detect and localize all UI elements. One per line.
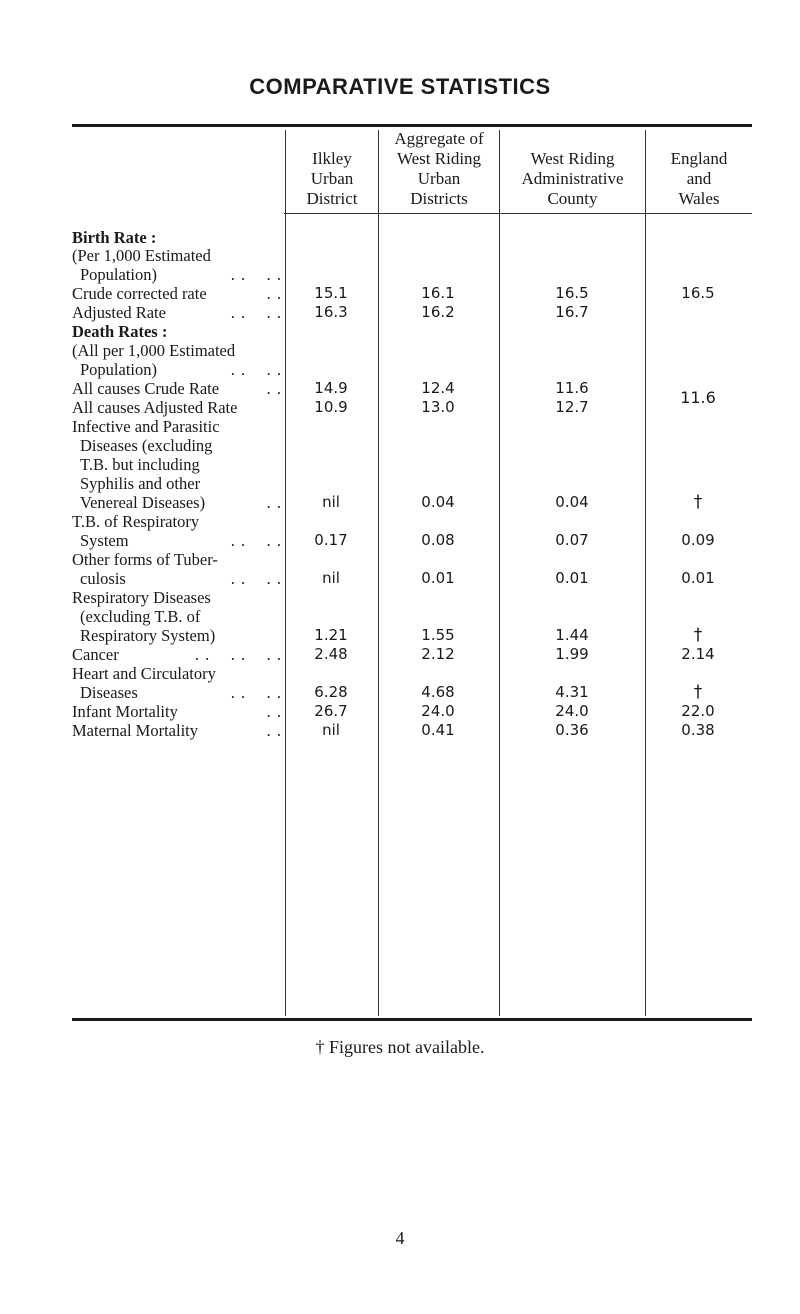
row-label-cancer: Cancer . . . . . . <box>72 645 282 664</box>
cell-cancer-west-riding: 1.99 <box>555 645 589 663</box>
cell-heart-england: † <box>693 682 703 702</box>
column-header-aggregate: Aggregate of West Riding Urban Districts <box>394 129 484 208</box>
row-label-crude-corrected: Crude corrected rate . . <box>72 284 282 303</box>
cell-crude-corrected-ilkley: 15.1 <box>314 284 348 302</box>
row-label-heart-1: Heart and Circulatory <box>72 664 216 683</box>
cell-adjusted-aggregate: 16.2 <box>421 303 455 321</box>
cell-infant-ilkley: 26.7 <box>314 702 348 720</box>
cell-crude-corrected-west-riding: 16.5 <box>555 284 589 302</box>
cell-resp-west-riding: 1.44 <box>555 626 589 644</box>
page-title: COMPARATIVE STATISTICS <box>249 74 551 99</box>
cell-tb-resp-ilkley: 0.17 <box>314 531 348 549</box>
cell-tb-resp-england: 0.09 <box>681 531 715 549</box>
cell-cancer-england: 2.14 <box>681 645 715 663</box>
cell-adjusted-west-riding: 16.7 <box>555 303 589 321</box>
column-header-west-riding: West Riding Administrative County <box>521 149 624 208</box>
header-underline <box>284 213 752 214</box>
row-label-infant: Infant Mortality . . <box>72 702 282 721</box>
row-label-infective-4: Syphilis and other <box>80 474 201 493</box>
column-header-ilkley: Ilkley Urban District <box>306 149 358 208</box>
cell-maternal-ilkley: nil <box>322 721 340 739</box>
cell-maternal-england: 0.38 <box>681 721 715 739</box>
birth-rate-note: (Per 1,000 Estimated <box>72 246 211 265</box>
row-label-maternal: Maternal Mortality . . <box>72 721 282 740</box>
row-label-tb-resp-2: System . . . . <box>80 531 282 550</box>
cell-tb-resp-west-riding: 0.07 <box>555 531 589 549</box>
cell-all-crude-west-riding: 11.6 <box>555 379 589 397</box>
cell-tb-other-west-riding: 0.01 <box>555 569 589 587</box>
cell-resp-aggregate: 1.55 <box>421 626 455 644</box>
row-label-resp-3: Respiratory System) <box>80 626 216 645</box>
cell-tb-other-aggregate: 0.01 <box>421 569 455 587</box>
death-rates-heading: Death Rates : <box>72 322 168 341</box>
row-label-infective-5: Venereal Diseases) . . <box>80 493 282 512</box>
cell-resp-england: † <box>693 625 703 645</box>
row-label-resp-2: (excluding T.B. of <box>80 607 201 626</box>
death-rates-note-2: Population) . . . . <box>80 360 282 379</box>
column-divider-4 <box>645 130 646 1016</box>
death-rates-note: (All per 1,000 Estimated <box>72 341 236 360</box>
row-label-infective-1: Infective and Parasitic <box>72 417 220 436</box>
row-label-tb-resp-1: T.B. of Respiratory <box>72 512 200 531</box>
cell-resp-ilkley: 1.21 <box>314 626 348 644</box>
cell-tb-other-england: 0.01 <box>681 569 715 587</box>
cell-cancer-aggregate: 2.12 <box>421 645 455 663</box>
row-label-resp-1: Respiratory Diseases <box>72 588 211 607</box>
cell-infant-england: 22.0 <box>681 702 715 720</box>
row-label-infective-3: T.B. but including <box>80 455 200 474</box>
column-divider-1 <box>285 130 286 1016</box>
cell-all-adjusted-ilkley: 10.9 <box>314 398 348 416</box>
page-number: 4 <box>395 1228 405 1248</box>
cell-heart-aggregate: 4.68 <box>421 683 455 701</box>
row-label-tb-other-2: culosis . . . . <box>80 569 282 588</box>
cell-infective-aggregate: 0.04 <box>421 493 455 511</box>
column-divider-3 <box>499 130 500 1016</box>
cell-adjusted-ilkley: 16.3 <box>314 303 348 321</box>
cell-all-crude-ilkley: 14.9 <box>314 379 348 397</box>
row-label-heart-2: Diseases . . . . <box>80 683 282 702</box>
cell-infective-england: † <box>693 492 703 512</box>
cell-all-adjusted-west-riding: 12.7 <box>555 398 589 416</box>
row-label-all-crude: All causes Crude Rate . . <box>72 379 282 398</box>
cell-crude-corrected-aggregate: 16.1 <box>421 284 455 302</box>
cell-maternal-west-riding: 0.36 <box>555 721 589 739</box>
cell-cancer-ilkley: 2.48 <box>314 645 348 663</box>
birth-rate-heading: Birth Rate : <box>72 228 157 247</box>
cell-all-adjusted-aggregate: 13.0 <box>421 398 455 416</box>
row-label-all-adjusted: All causes Adjusted Rate <box>72 398 238 417</box>
footnote: † Figures not available. <box>315 1037 485 1057</box>
cell-infant-west-riding: 24.0 <box>555 702 589 720</box>
cell-infant-aggregate: 24.0 <box>421 702 455 720</box>
cell-tb-other-ilkley: nil <box>322 569 340 587</box>
cell-all-causes-england: 11.6 <box>680 388 716 407</box>
row-label-adjusted: Adjusted Rate . . . . <box>72 303 282 322</box>
cell-heart-west-riding: 4.31 <box>555 683 589 701</box>
cell-heart-ilkley: 6.28 <box>314 683 348 701</box>
cell-all-crude-aggregate: 12.4 <box>421 379 455 397</box>
birth-rate-note-2: Population) . . . . <box>80 265 282 284</box>
table-bottom-rule <box>72 1018 752 1021</box>
cell-tb-resp-aggregate: 0.08 <box>421 531 455 549</box>
table-top-rule <box>72 124 752 127</box>
cell-maternal-aggregate: 0.41 <box>421 721 455 739</box>
row-label-infective-2: Diseases (excluding <box>80 436 213 455</box>
column-divider-2 <box>378 130 379 1016</box>
cell-crude-corrected-england: 16.5 <box>681 284 715 302</box>
column-header-england: England and Wales <box>670 149 728 208</box>
cell-infective-west-riding: 0.04 <box>555 493 589 511</box>
cell-infective-ilkley: nil <box>322 493 340 511</box>
row-label-tb-other-1: Other forms of Tuber- <box>72 550 218 569</box>
